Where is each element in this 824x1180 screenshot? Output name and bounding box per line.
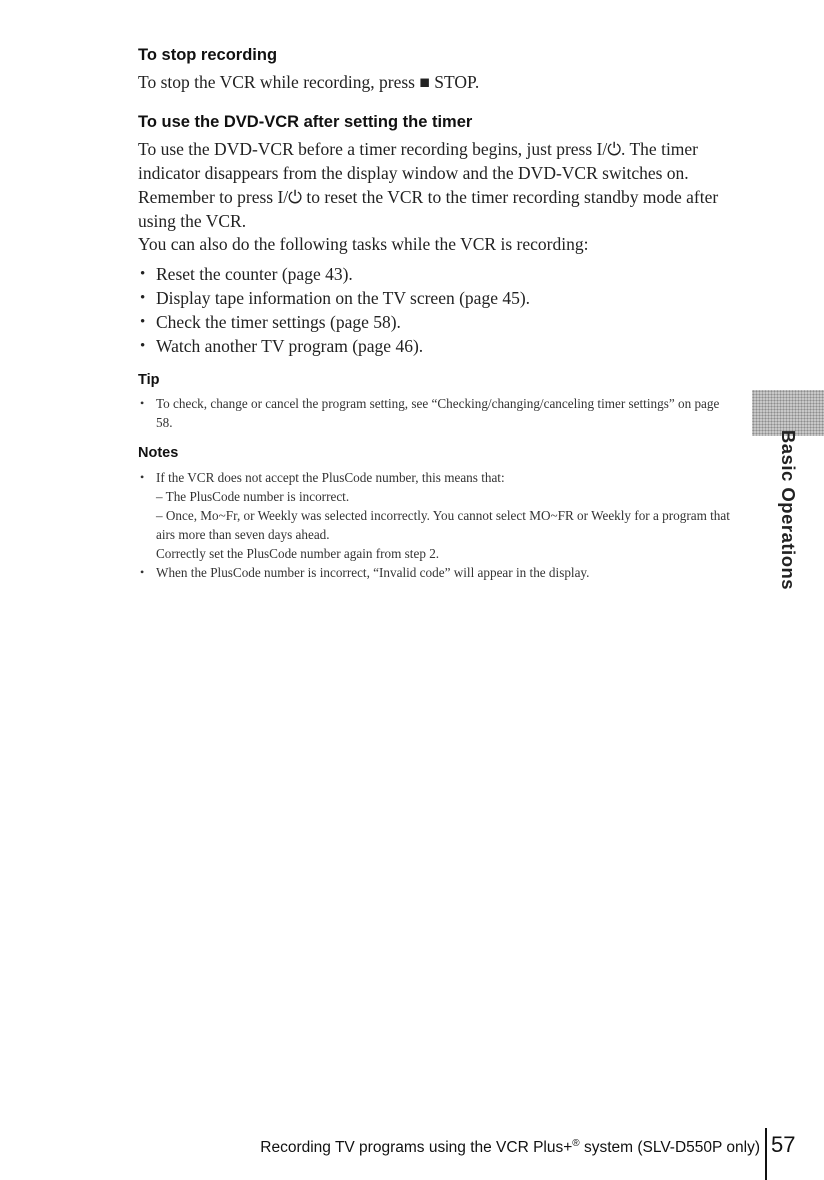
footer-text: Recording TV programs using the VCR Plus+ [260,1139,573,1157]
note-item: • When the PlusCode number is incorrect, “Invalid code” will appear in the display. [138,563,738,582]
list-item: • Check the timer settings (page 58). [138,310,738,334]
note-item: • If the VCR does not accept the PlusCode number, this means that: [138,468,738,487]
list-item: • Watch another TV program (page 46). [138,334,738,358]
footer-divider [765,1128,767,1180]
section-tab-label: Basic Operations [778,429,799,591]
tip-heading: Tip [138,372,160,388]
tasks-bullet-list [138,262,738,358]
tasks-intro-paragraph: You can also do the following tasks while the VCR is recording: [138,234,589,254]
tip-text: • To check, change or cancel the program setting, see “Checking/changing/canceling timer settings” on page 58. [138,394,738,432]
note-followup: Correctly set the PlusCode number again from step 2. [156,546,440,561]
stop-recording-text: To stop the VCR while recording, press ■ STOP. [138,72,480,92]
list-item: • Reset the counter (page 43). [138,262,738,286]
tip-list [138,394,738,432]
section-heading-use-after-timer: To use the DVD-VCR after setting the timer [138,113,473,131]
notes-list [138,468,738,582]
footer-text-suffix: system (SLV-D550P only) [579,1139,760,1157]
notes-heading: Notes [138,445,179,461]
page-number: 57 [771,1132,796,1157]
list-item: • Display tape information on the TV screen (page 45). [138,286,738,310]
running-footer [260,1138,760,1157]
registered-mark: ® [572,1138,580,1149]
note-subitem: – The PlusCode number is incorrect. [156,489,350,504]
use-after-timer-paragraph: To use the DVD-VCR before a timer recording begins, just press I/⏻. The timer indicator disappears from the display window and the DVD-VCR switches on. Remember to press I/⏻ to reset the VCR to the timer recording standby mode after using the VCR. [138,139,719,231]
note-subitem: – Once, Mo~Fr, or Weekly was selected incorrectly. You cannot select MO~FR or Weekly for a program that airs more than seven days ahead. [156,508,730,542]
section-heading-stop-recording: To stop recording [138,46,278,64]
